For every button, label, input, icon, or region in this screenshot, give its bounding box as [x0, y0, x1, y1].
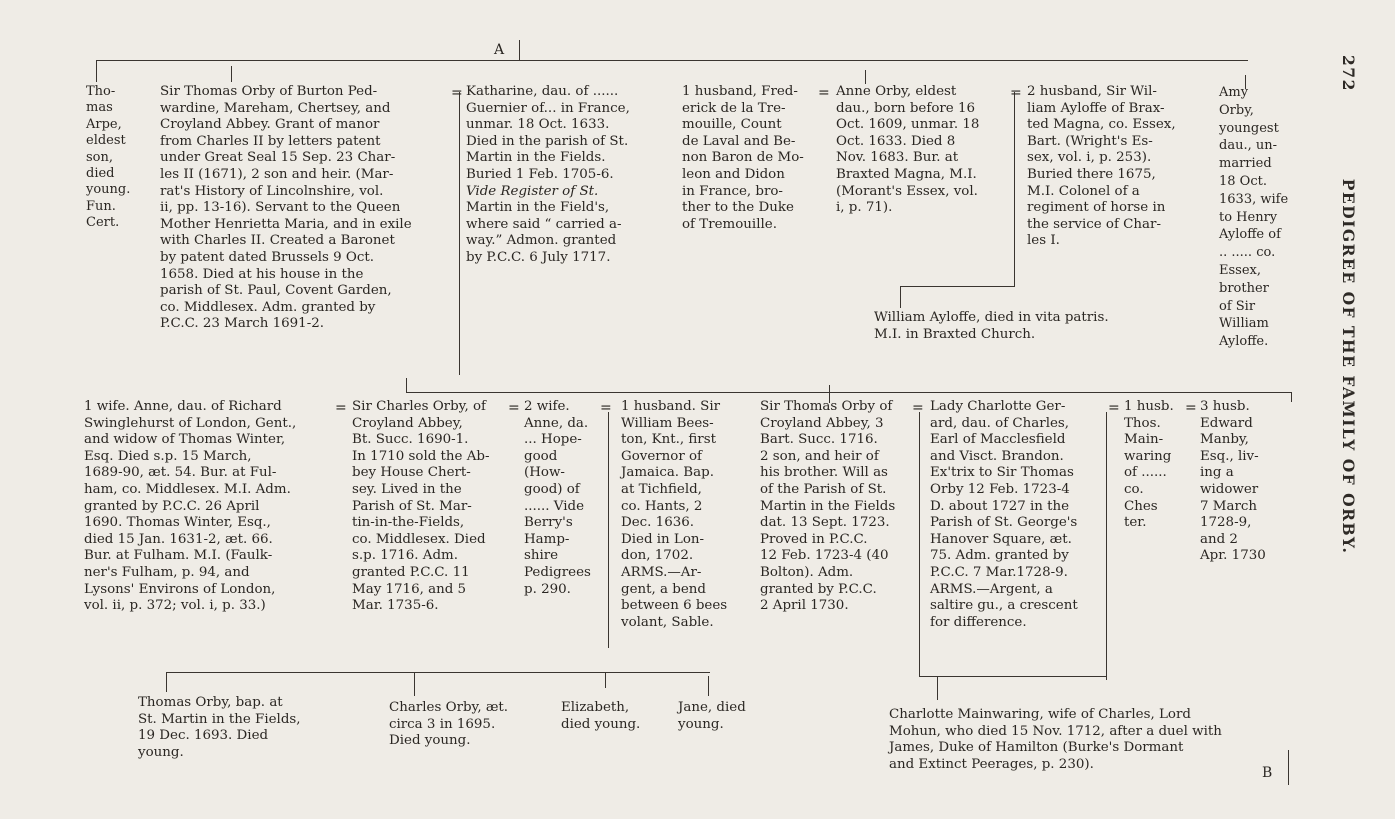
drop-william-ayloffe	[900, 286, 901, 308]
person-sir-charles-orby: Sir Charles Orby, of Croyland Abbey, Bt. Succ. 1690-1. In 1710 sold the Ab- bey House Chert- sey. Lived in the Parish of St. Mar- tin-in-the-Fields, co. Middlesex. Died s.p. 1716. Adm. granted P.C.C. 11 May 1716, and 5 Mar. 1735-6.	[352, 399, 490, 614]
drop-sir-charles	[406, 378, 407, 392]
mainwaring-descent-line	[919, 676, 1107, 677]
person-elizabeth: Elizabeth, died young.	[561, 700, 641, 732]
drop-anne-orby	[865, 70, 866, 84]
person-katharine-guernier: Katharine, dau. of ...... Guernier of... in France, unmar. 18 Oct. 1633. Died in the parish of St. Martin in the Fields. Buried 1 Feb. 1705-6. Vide Register of St. Martin in the Field's, where said “ carried a- way.” Admon. granted by P.C.C. 6 July 1717.	[466, 84, 630, 265]
drop-right	[1291, 392, 1292, 402]
page-number: 272	[1339, 55, 1358, 92]
row2-sibling-line	[406, 392, 1292, 393]
running-title-column	[1318, 55, 1358, 675]
marriage-sign: =	[912, 400, 924, 416]
person-sir-thomas-orby-1: Sir Thomas Orby of Burton Ped- wardine, Mareham, Chertsey, and Croyland Abbey. Grant of manor from Charles II by letters patent under Great Seal 15 Sep. 23 Char- les II (1671), 2 son and heir. (Mar- rat's History of Lincolnshire, vol. ii, pp. 13-16). Servant to the Queen Mother Henrietta Maria, and in exile with Charles II. Created a Baronet by patent dated Brussels 9 Oct. 1658. Died at his house in the parish of St. Paul, Covent Garden, co. Middlesex. Adm. granted by P.C.C. 23 March 1691-2.	[160, 84, 412, 332]
person-amy-orby: Amy Orby, youngest dau., un- married 18 Oct. 1633, wife to Henry Ayloffe of .. ..... co. Essex, brother of Sir William Ayloffe.	[1219, 85, 1289, 350]
drop-charlotte-mainwaring	[937, 676, 938, 700]
mainwaring-divider	[1106, 412, 1107, 680]
marker-b-rule	[1288, 750, 1289, 785]
beeston-divider	[608, 412, 609, 648]
person-thomas-orby-child: Thomas Orby, bap. at St. Martin in the Fields, 19 Dec. 1693. Died young.	[138, 695, 301, 760]
drop-jane	[708, 676, 709, 696]
marriage-sign: =	[818, 85, 830, 101]
person-charles-orby-child: Charles Orby, æt. circa 3 in 1695. Died young.	[389, 700, 509, 749]
person-jane: Jane, died young.	[678, 700, 746, 732]
row3-sibling-line	[166, 672, 710, 673]
drop-charles-orby	[414, 672, 415, 696]
person-sir-thomas-orby-3: Sir Thomas Orby of Croyland Abbey, 3 Bart. Succ. 1716. 2 son, and heir of his brother. Will as of the Parish of St. Martin in the Fields dat. 13 Sept. 1723. Proved in P.C.C. 12 Feb. 1723-4 (40 Bolton). Adm. granted by P.C.C. 2 April 1730.	[760, 399, 896, 614]
marriage-sign: =	[1185, 400, 1197, 416]
marriage-sign: =	[600, 400, 612, 416]
drop-thomas-orby	[166, 672, 167, 692]
person-frederick-de-la-tremouille: 1 husband, Fred- erick de la Tre- mouille, Count de Laval and Be- non Baron de Mo- leon and Didon in France, bro- ther to the Duke of Tremouille.	[682, 84, 804, 232]
row1-sibling-line	[96, 60, 1248, 61]
marker-a-rule	[519, 40, 520, 60]
running-title: PEDIGREE OF THE FAMILY OF ORBY.	[1339, 178, 1358, 555]
marriage-sign: =	[451, 85, 463, 101]
drop-thomas-arpe	[96, 60, 97, 82]
person-thomas-arpe: Tho- mas Arpe, eldest son, died young. Fun. Cert.	[86, 84, 131, 231]
continuation-marker-b: B	[1262, 765, 1273, 781]
drop-elizabeth	[605, 672, 606, 688]
ayloffe-divider	[1014, 92, 1015, 287]
marriage-sign: =	[508, 400, 520, 416]
person-anne-orby: Anne Orby, eldest dau., born before 16 Oct. 1609, unmar. 18 Oct. 1633. Died 8 Nov. 1683. Bur. at Braxted Magna, M.I. (Morant's Essex, vol. i, p. 71).	[836, 84, 980, 216]
person-william-ayloffe-son: William Ayloffe, died in vita patris. M.I. in Braxted Church.	[874, 310, 1109, 342]
marriage-sign: =	[1108, 400, 1120, 416]
marriage-sign: =	[1010, 85, 1022, 101]
continuation-marker-a: A	[494, 42, 505, 58]
drop-sir-thomas	[231, 66, 232, 82]
person-sir-william-beeston: 1 husband. Sir William Bees- ton, Knt., first Governor of Jamaica. Bap. at Tichfield, co. Hants, 2 Dec. 1636. Died in Lon- don, 1702. ARMS.—Ar- gent, a bend between 6 bees volant, Sable.	[621, 399, 728, 630]
person-edward-manby: 3 husb. Edward Manby, Esq., liv- ing a widower 7 March 1728-9, and 2 Apr. 1730	[1200, 399, 1266, 564]
person-thos-mainwaring: 1 husb. Thos. Main- waring of ...... co. Ches ter.	[1124, 399, 1174, 531]
person-charlotte-mainwaring: Charlotte Mainwaring, wife of Charles, Lord Mohun, who died 15 Nov. 1712, after a duel with James, Duke of Hamilton (Burke's Dormant and Extinct Peerages, p. 230).	[889, 707, 1222, 772]
person-lady-charlotte-gerard: Lady Charlotte Ger- ard, dau. of Charles, Earl of Macclesfield and Visct. Brandon. Ex'trix to Sir Thomas Orby 12 Feb. 1723-4 D. about 1727 in the Parish of St. George's Hanover Square, æt. 75. Adm. granted by P.C.C. 7 Mar.1728-9. ARMS.—Argent, a saltire gu., a crescent for difference.	[930, 399, 1078, 630]
marriage-sign: =	[335, 400, 347, 416]
ayloffe-descent-line	[900, 286, 1014, 287]
person-anne-howgood: 2 wife. Anne, da. ... Hope- good (How- good) of ...... Vide Berry's Hamp- shire Pedigrees p. 290.	[524, 399, 591, 597]
person-sir-william-ayloffe: 2 husband, Sir Wil- liam Ayloffe of Brax- ted Magna, co. Essex, Bart. (Wright's Es- sex, vol. i, p. 253). Buried there 1675, M.I. Colonel of a regiment of horse in the service of Char- les I.	[1027, 84, 1176, 249]
katharine-divider	[459, 92, 460, 375]
charlotte-divider	[919, 412, 920, 676]
person-anne-swinglehurst: 1 wife. Anne, dau. of Richard Swinglehurst of London, Gent., and widow of Thomas Winter, Esq. Died s.p. 15 March, 1689-90, æt. 54. Bur. at Ful- ham, co. Middlesex. M.I. Adm. granted by P.C.C. 26 April 1690. Thomas Winter, Esq., died 15 Jan. 1631-2, æt. 66. Bur. at Fulham. M.I. (Faulk- ner's Fulham, p. 94, and Lysons' Environs of London, vol. ii, p. 372; vol. i, p. 33.)	[84, 399, 297, 614]
